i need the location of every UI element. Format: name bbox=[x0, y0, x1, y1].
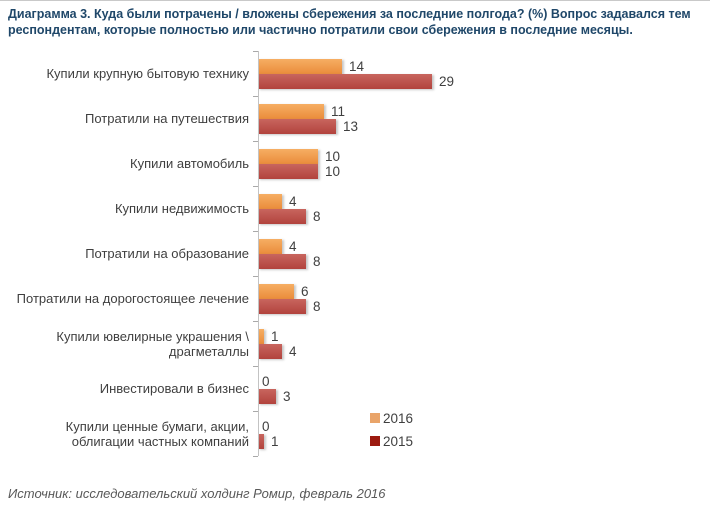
bar-line-2016 bbox=[258, 104, 358, 119]
bar-line-2016 bbox=[258, 374, 291, 389]
chart-row bbox=[0, 231, 710, 276]
legend-label-2015: 2015 bbox=[383, 433, 414, 449]
axis-tick bbox=[253, 456, 258, 457]
axis-tick bbox=[253, 231, 258, 232]
category-label: Потратили на дорогостоящее лечение bbox=[16, 291, 249, 306]
bar-line-2015 bbox=[258, 254, 321, 269]
bar-2015 bbox=[258, 254, 306, 269]
legend-swatch-2015 bbox=[370, 436, 380, 446]
value-label-2016: 6 bbox=[301, 283, 309, 299]
value-label-2015: 8 bbox=[313, 208, 321, 224]
bar-group bbox=[258, 194, 321, 224]
bar-group bbox=[258, 374, 291, 404]
bar-line-2016 bbox=[258, 329, 297, 344]
bar-line-2016 bbox=[258, 239, 321, 254]
bar-2015 bbox=[258, 299, 306, 314]
bar-line-2015 bbox=[258, 434, 279, 449]
bar-line-2016 bbox=[258, 194, 321, 209]
bar-line-2015 bbox=[258, 299, 321, 314]
bar-2016 bbox=[258, 239, 282, 254]
bar-2016 bbox=[258, 284, 294, 299]
bar-line-2015 bbox=[258, 389, 291, 404]
bar-2015 bbox=[258, 119, 336, 134]
value-label-2015: 3 bbox=[283, 388, 291, 404]
bar-group bbox=[258, 284, 321, 314]
bar-line-2015 bbox=[258, 209, 321, 224]
value-label-2016: 14 bbox=[349, 58, 365, 74]
legend-item-2016 bbox=[370, 410, 413, 426]
axis-tick bbox=[253, 411, 258, 412]
value-label-2015: 4 bbox=[289, 343, 297, 359]
category-label: Потратили на образование bbox=[85, 246, 249, 261]
bar-line-2016 bbox=[258, 419, 279, 434]
bar-group bbox=[258, 149, 340, 179]
value-label-2015: 1 bbox=[271, 433, 279, 449]
bar-line-2015 bbox=[258, 74, 454, 89]
bar-line-2015 bbox=[258, 164, 340, 179]
chart-row bbox=[0, 51, 710, 96]
bar-line-2015 bbox=[258, 344, 297, 359]
bar-group bbox=[258, 59, 454, 89]
category-label: Купили крупную бытовую технику bbox=[46, 66, 249, 81]
value-label-2016: 1 bbox=[271, 328, 279, 344]
axis-tick bbox=[253, 276, 258, 277]
chart-area bbox=[0, 51, 710, 456]
axis-tick bbox=[253, 51, 258, 52]
bar-line-2016 bbox=[258, 284, 321, 299]
axis-tick bbox=[253, 321, 258, 322]
value-label-2015: 8 bbox=[313, 253, 321, 269]
chart-row bbox=[0, 96, 710, 141]
value-label-2016: 10 bbox=[325, 148, 341, 164]
chart-row bbox=[0, 186, 710, 231]
category-label: Инвестировали в бизнес bbox=[99, 381, 249, 396]
bar-2015 bbox=[258, 74, 432, 89]
axis-tick bbox=[253, 141, 258, 142]
chart-title: Диаграмма 3. Куда были потрачены / вложены сбережения за последние полгода? (%) Вопрос задавался тем респондентам, которые полностью или частично потратили свои сбережения в последние месяцы. bbox=[8, 7, 691, 37]
chart-row bbox=[0, 366, 710, 411]
category-label: Купили ювелирные украшения \ драгметаллы bbox=[56, 328, 249, 359]
bar-line-2015 bbox=[258, 119, 358, 134]
value-label-2015: 13 bbox=[343, 118, 359, 134]
legend-label-2016: 2016 bbox=[383, 410, 414, 426]
bar-2016 bbox=[258, 104, 324, 119]
category-label: Купили автомобиль bbox=[130, 156, 249, 171]
bar-2015 bbox=[258, 389, 276, 404]
bar-2016 bbox=[258, 194, 282, 209]
axis-tick bbox=[253, 366, 258, 367]
category-label: Потратили на путешествия bbox=[84, 111, 249, 126]
bar-2015 bbox=[258, 164, 318, 179]
axis-line bbox=[258, 51, 259, 456]
bar-line-2016 bbox=[258, 59, 454, 74]
chart-row bbox=[0, 411, 710, 456]
source-note: Источник: исследовательский холдинг Ромир, февраль 2016 bbox=[8, 486, 386, 501]
value-label-2015: 8 bbox=[313, 298, 321, 314]
bar-group bbox=[258, 239, 321, 269]
value-label-2015: 10 bbox=[325, 163, 341, 179]
category-label: Купили ценные бумаги, акции, облигации частных компаний bbox=[65, 418, 249, 449]
chart-rows bbox=[0, 51, 710, 456]
value-label-2016: 4 bbox=[289, 193, 297, 209]
bar-2015 bbox=[258, 344, 282, 359]
chart-row bbox=[0, 321, 710, 366]
value-label-2016: 0 bbox=[262, 418, 270, 434]
bar-group bbox=[258, 419, 279, 449]
axis-tick bbox=[253, 96, 258, 97]
category-label: Купили недвижимость bbox=[114, 201, 249, 216]
bar-group bbox=[258, 329, 297, 359]
chart-row bbox=[0, 141, 710, 186]
legend-item-2015 bbox=[370, 433, 413, 449]
bar-line-2016 bbox=[258, 149, 340, 164]
bar-2015 bbox=[258, 209, 306, 224]
bar-2016 bbox=[258, 149, 318, 164]
value-label-2016: 4 bbox=[289, 238, 297, 254]
value-label-2016: 11 bbox=[331, 103, 346, 119]
legend-swatch-2016 bbox=[370, 413, 380, 423]
axis-tick bbox=[253, 186, 258, 187]
bar-group bbox=[258, 104, 358, 134]
chart-row bbox=[0, 276, 710, 321]
legend bbox=[370, 410, 413, 456]
value-label-2016: 0 bbox=[262, 373, 270, 389]
value-label-2015: 29 bbox=[439, 73, 455, 89]
bar-2016 bbox=[258, 59, 342, 74]
